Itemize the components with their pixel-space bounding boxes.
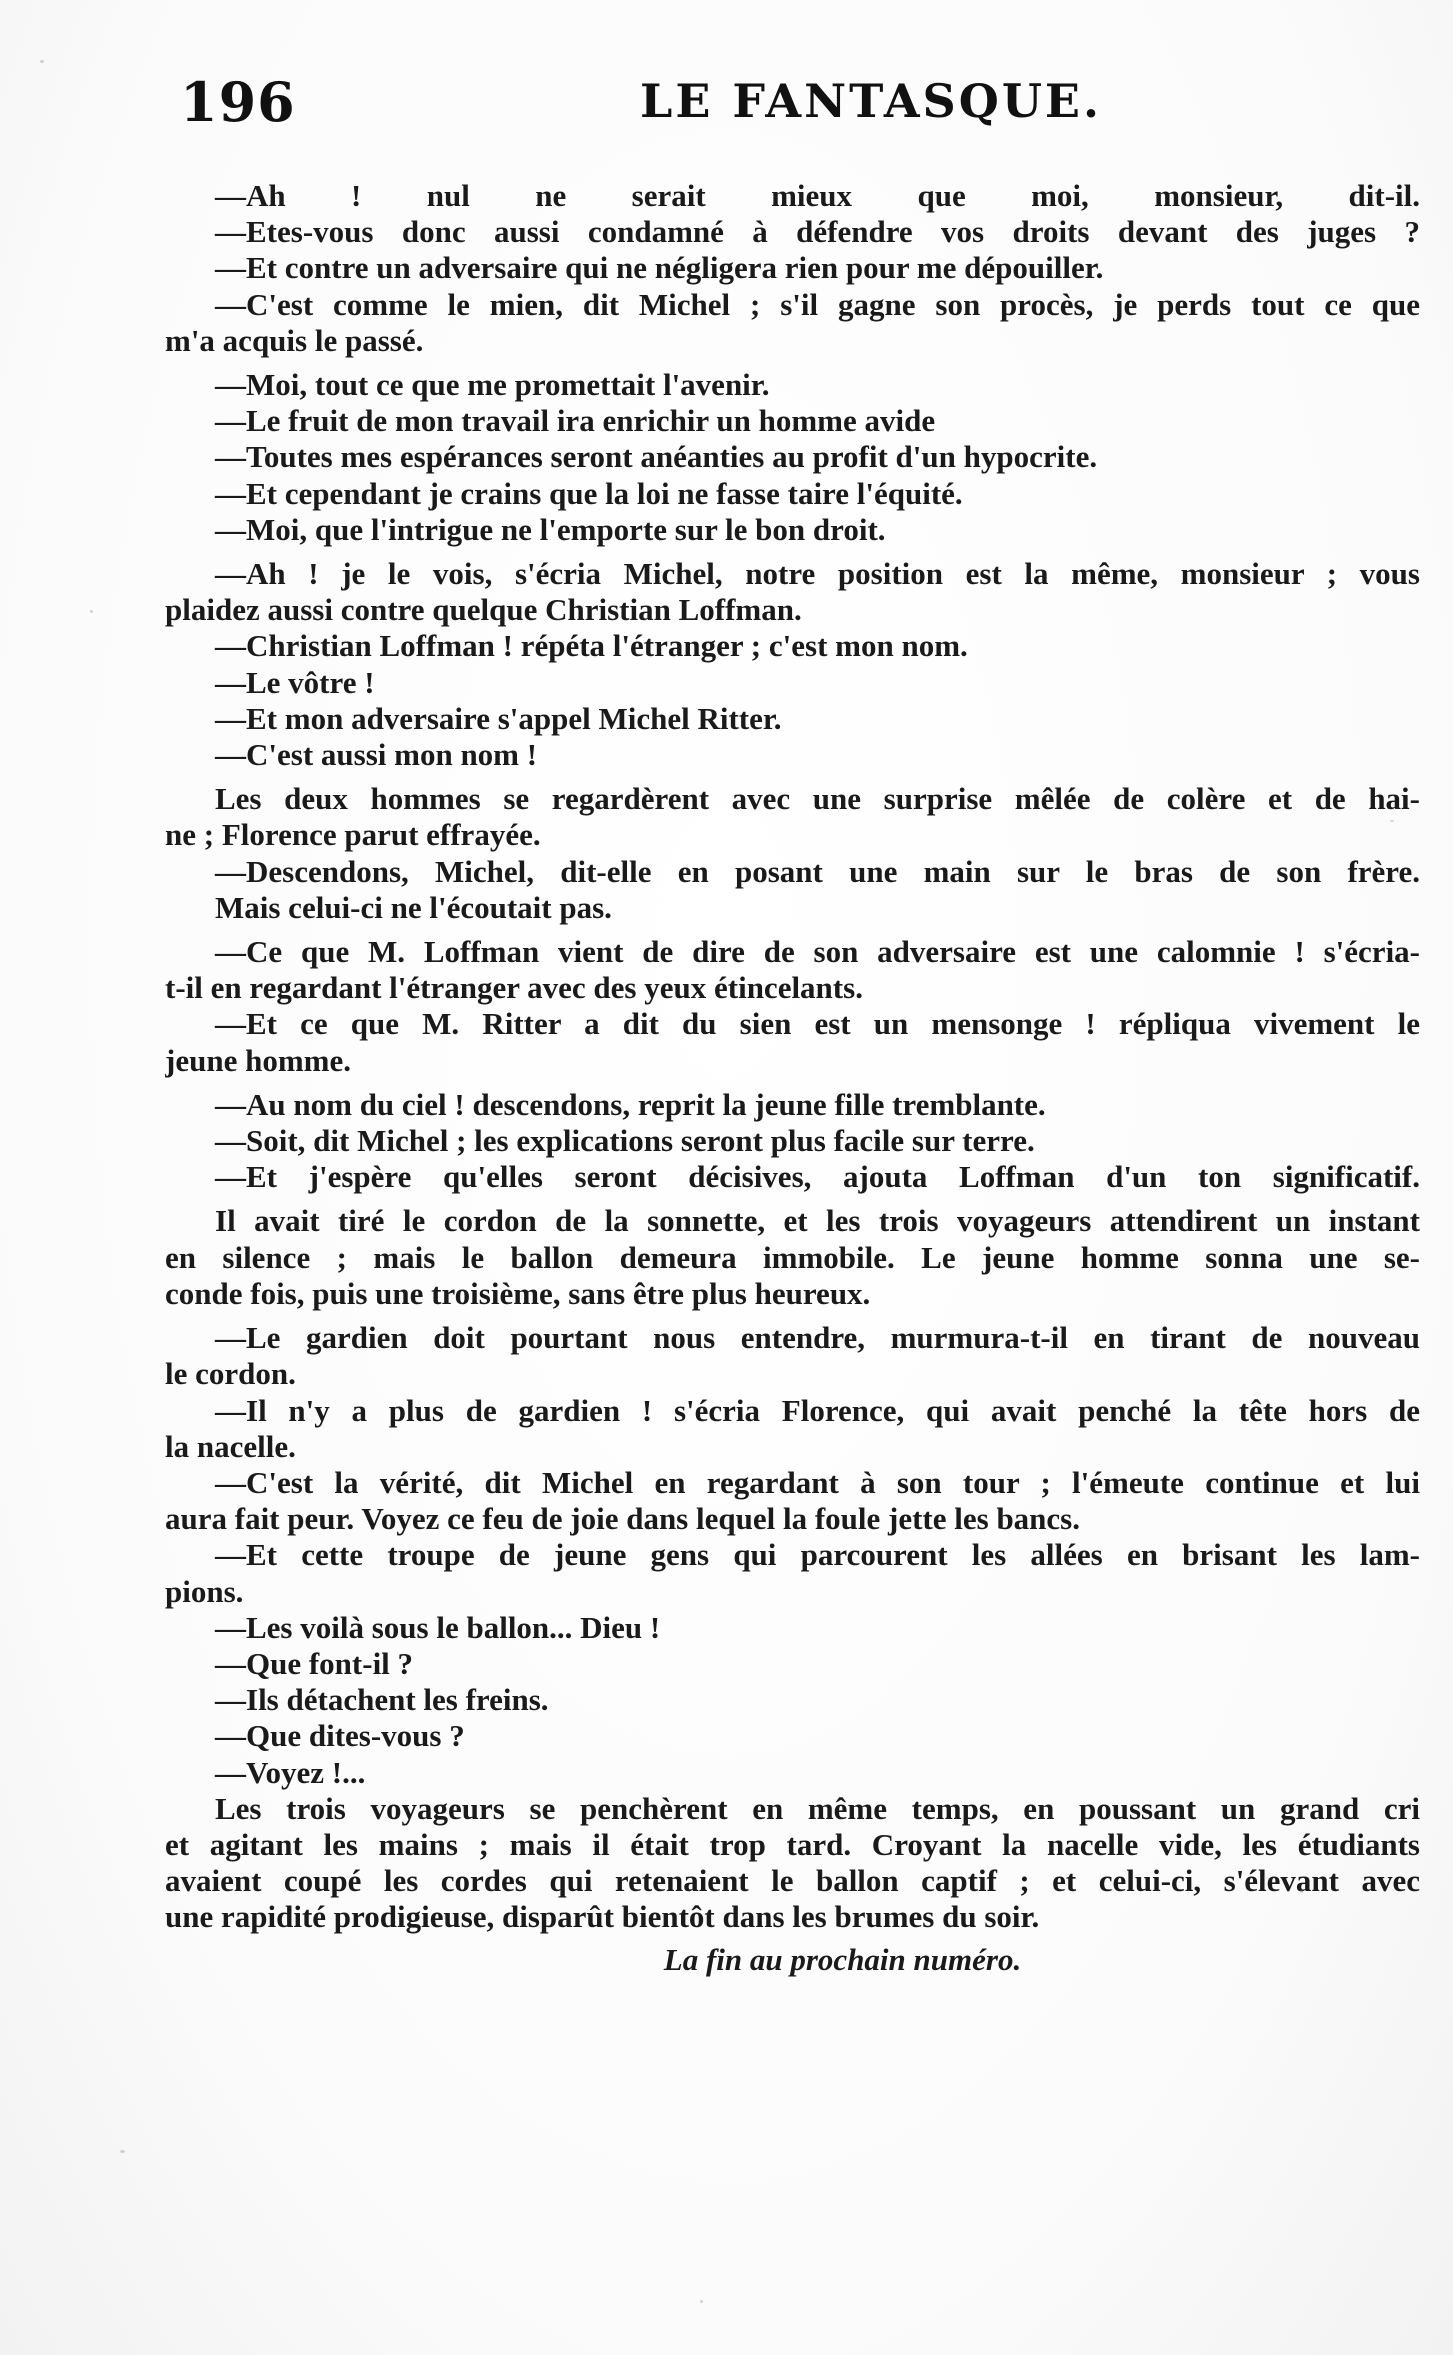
text-line: —Et contre un adversaire qui ne négligera rien pour me dépouiller. [215, 250, 1104, 286]
scan-speck [40, 60, 44, 63]
text-line: —Et mon adversaire s'appel Michel Ritter. [215, 700, 782, 736]
text-line: la nacelle. [165, 1428, 296, 1464]
text-line: t-il en regardant l'étranger avec des yeux étincelants. [165, 970, 863, 1006]
scan-speck [700, 2300, 703, 2303]
scan-speck [1300, 1890, 1303, 1893]
text-line: jeune homme. [165, 1042, 351, 1078]
text-line: —Toutes mes espérances seront anéanties au profit d'un hypocrite. [215, 439, 1098, 475]
text-line: Il avait tiré le cordon de la sonnette, et les trois voyageurs attendirent un instant [215, 1203, 1420, 1239]
scan-speck [90, 610, 93, 613]
continuation-note: La fin au prochain numéro. [663, 1941, 1022, 1977]
text-line: —Soit, dit Michel ; les explications seront plus facile sur terre. [215, 1123, 1035, 1159]
text-line: Les deux hommes se regardèrent avec une surprise mêlée de colère et de hai- [215, 781, 1420, 817]
text-line: plaidez aussi contre quelque Christian Loffman. [165, 592, 802, 628]
scan-speck [120, 2150, 125, 2153]
text-line: avaient coupé les cordes qui retenaient le ballon captif ; et celui-ci, s'élevant avec [165, 1863, 1420, 1899]
text-line: —Que font-il ? [215, 1645, 414, 1681]
text-line: —Et cependant je crains que la loi ne fasse taire l'équité. [215, 475, 963, 511]
text-line: —Et j'espère qu'elles seront décisives, ajouta Loffman d'un ton significatif. [215, 1159, 1420, 1195]
text-line: —Que dites-vous ? [215, 1718, 465, 1754]
text-line: —Ah ! je le vois, s'écria Michel, notre position est la même, monsieur ; vous [215, 556, 1420, 592]
text-line: Les trois voyageurs se penchèrent en même temps, en poussant un grand cri [215, 1790, 1420, 1826]
text-line: —Il n'y a plus de gardien ! s'écria Florence, qui avait penché la tête hors de [215, 1392, 1420, 1428]
journal-title: LE FANTASQUE. [640, 74, 1103, 128]
text-line: —Voyez !... [215, 1754, 366, 1790]
text-line: —Moi, tout ce que me promettait l'avenir. [215, 367, 770, 403]
text-line: une rapidité prodigieuse, disparût bientôt dans les brumes du soir. [165, 1899, 1040, 1935]
text-line: pions. [165, 1573, 244, 1609]
page-header [170, 70, 1310, 150]
text-line: —Le gardien doit pourtant nous entendre, murmura-t-il en tirant de nouveau [215, 1320, 1420, 1356]
text-line: —Ce que M. Loffman vient de dire de son adversaire est une calomnie ! s'écria- [215, 934, 1420, 970]
text-line: et agitant les mains ; mais il était trop tard. Croyant la nacelle vide, les étudiants [165, 1826, 1420, 1862]
text-line: —Les voilà sous le ballon... Dieu ! [215, 1609, 661, 1645]
text-line: Mais celui-ci ne l'écoutait pas. [215, 889, 612, 925]
text-line: —Descendons, Michel, dit-elle en posant une main sur le bras de son frère. [215, 853, 1420, 889]
text-line: —Et ce que M. Ritter a dit du sien est un mensonge ! répliqua vivement le [215, 1006, 1420, 1042]
text-line: —Moi, que l'intrigue ne l'emporte sur le bon droit. [215, 511, 886, 547]
text-line: le cordon. [165, 1356, 296, 1392]
article-body [165, 178, 1420, 1978]
text-line: —C'est comme le mien, dit Michel ; s'il gagne son procès, je perds tout ce que [215, 286, 1420, 322]
text-line: —Le vôtre ! [215, 664, 375, 700]
text-line: —Ah ! nul ne serait mieux que moi, monsieur, dit-il. [215, 178, 1420, 213]
text-line: conde fois, puis une troisième, sans être plus heureux. [165, 1275, 871, 1311]
text-line: —Le fruit de mon travail ira enrichir un homme avide [215, 403, 936, 439]
text-line: en silence ; mais le ballon demeura immobile. Le jeune homme sonna une se- [165, 1239, 1420, 1275]
text-line: —Et cette troupe de jeune gens qui parcourent les allées en brisant les lam- [215, 1537, 1420, 1573]
text-line: aura fait peur. Voyez ce feu de joie dans lequel la foule jette les bancs. [165, 1501, 1080, 1537]
scan-speck [1390, 820, 1394, 822]
text-line: —Christian Loffman ! répéta l'étranger ; c'est mon nom. [215, 628, 968, 664]
text-line: ne ; Florence parut effrayée. [165, 817, 541, 853]
text-line: —Au nom du ciel ! descendons, reprit la jeune fille tremblante. [215, 1086, 1046, 1122]
text-line: m'a acquis le passé. [165, 322, 424, 358]
text-line: —Ils détachent les freins. [215, 1682, 549, 1718]
text-line: —C'est aussi mon nom ! [215, 737, 538, 773]
text-line: —Etes-vous donc aussi condamné à défendre vos droits devant des juges ? [215, 214, 1420, 250]
text-line: —C'est la vérité, dit Michel en regardant à son tour ; l'émeute continue et lui [215, 1464, 1420, 1500]
page-number: 196 [180, 70, 296, 134]
